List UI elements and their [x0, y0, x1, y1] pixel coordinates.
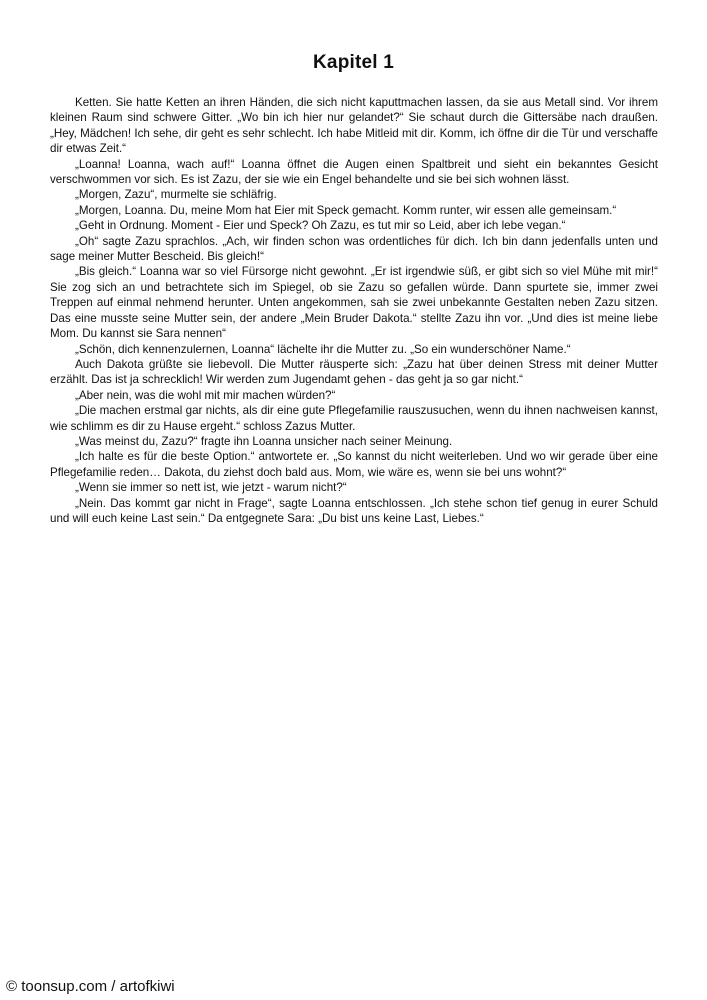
paragraph: Ketten. Sie hatte Ketten an ihren Händen, die sich nicht kaputtmachen lassen, da sie aus Metall sind. Vor ihrem kleinen Raum sind schwere Gitter. „Wo bin ich hier nur gelandet?“ Sie schaut durch die Gittersäbe nach draußen. „Hey, Mädchen! Ich sehe, dir geht es sehr schlecht. Ich habe Mitleid mit dir. Komm, ich öffne dir die Tür und verschaffe dir etwas Zeit.“ [50, 96, 658, 156]
paragraph: „Was meinst du, Zazu?“ fragte ihn Loanna unsicher nach seiner Meinung. [75, 434, 453, 448]
paragraph: „Schön, dich kennenzulernen, Loanna“ lächelte ihr die Mutter zu. „So ein wunderschöner Name.“ [75, 342, 571, 356]
paragraph: „Die machen erstmal gar nichts, als dir eine gute Pflegefamilie rauszusuchen, wenn du ihnen nachweisen kannst, wie schlimm es dir zu Hause ergeht.“ schloss Zazus Mutter. [50, 404, 658, 433]
paragraph: „Nein. Das kommt gar nicht in Frage“, sagte Loanna entschlossen. „Ich stehe schon tief genug in eurer Schuld und will euch keine Last sein.“ Da entgegnete Sara: „Du bist uns keine Last, Liebes.“ [50, 496, 658, 525]
paragraph: „Loanna! Loanna, wach auf!“ Loanna öffnet die Augen einen Spaltbreit und sieht ein bekanntes Gesicht verschwommen vor sich. Es ist Zazu, der sie wie ein Engel behandelte und sie bei sich wohnen lässt. [50, 157, 658, 187]
paragraph: „Aber nein, was die wohl mit mir machen würden?“ [75, 388, 336, 402]
paragraph: Auch Dakota grüßte sie liebevoll. Die Mutter räusperte sich: „Zazu hat über deinen Stress mit deiner Mutter erzählt. Das ist ja schrecklich! Wir werden zum Jugendamt gehen - das geht ja so gar nicht.“ [50, 357, 658, 387]
paragraph: „Geht in Ordnung. Moment - Eier und Speck? Oh Zazu, es tut mir so Leid, aber ich lebe vegan.“ [75, 219, 566, 233]
paragraph: „Oh“ sagte Zazu sprachlos. „Ach, wir finden schon was ordentliches für dich. Ich bin dann jedenfalls unten und sage meiner Mutter Bescheid. Bis gleich!“ [50, 234, 658, 264]
story-text [50, 95, 658, 526]
copyright-watermark: © toonsup.com / artofkiwi [6, 978, 175, 995]
paragraph: „Morgen, Loanna. Du, meine Mom hat Eier mit Speck gemacht. Komm runter, wir essen alle gemeinsam.“ [75, 203, 617, 217]
chapter-title: Kapitel 1 [313, 52, 394, 73]
paragraph: „Bis gleich.“ Loanna war so viel Fürsorge nicht gewohnt. „Er ist irgendwie süß, er gibt sich so viel Mühe mit mir!“ Sie zog sich an und betrachtete sich im Spiegel, ob sie Zazu so gefallen würde. Dann spurtete sie, immer zwei Treppen auf einmal nehmend herunter. Unten angekommen, sah sie zwei unbekannte Gestalten neben Zazu sitzen. Das eine musste seine Mutter sein, der andere „Mein Bruder Dakota.“ stellte Zazu ihn vor. „Und dies ist meine liebe Mom. Du kannst sie Sara nennen“ [50, 265, 658, 341]
paragraph: „Ich halte es für die beste Option.“ antwortete er. „So kannst du nicht weiterleben. Und wo wir gerade über eine Pflegefamilie reden… Dakota, du ziehst doch bald aus. Mom, wie wäre es, wenn sie bei uns wohnt?“ [50, 450, 658, 479]
paragraph: „Wenn sie immer so nett ist, wie jetzt - warum nicht?“ [75, 481, 347, 495]
paragraph: „Morgen, Zazu“, murmelte sie schläfrig. [75, 188, 277, 202]
